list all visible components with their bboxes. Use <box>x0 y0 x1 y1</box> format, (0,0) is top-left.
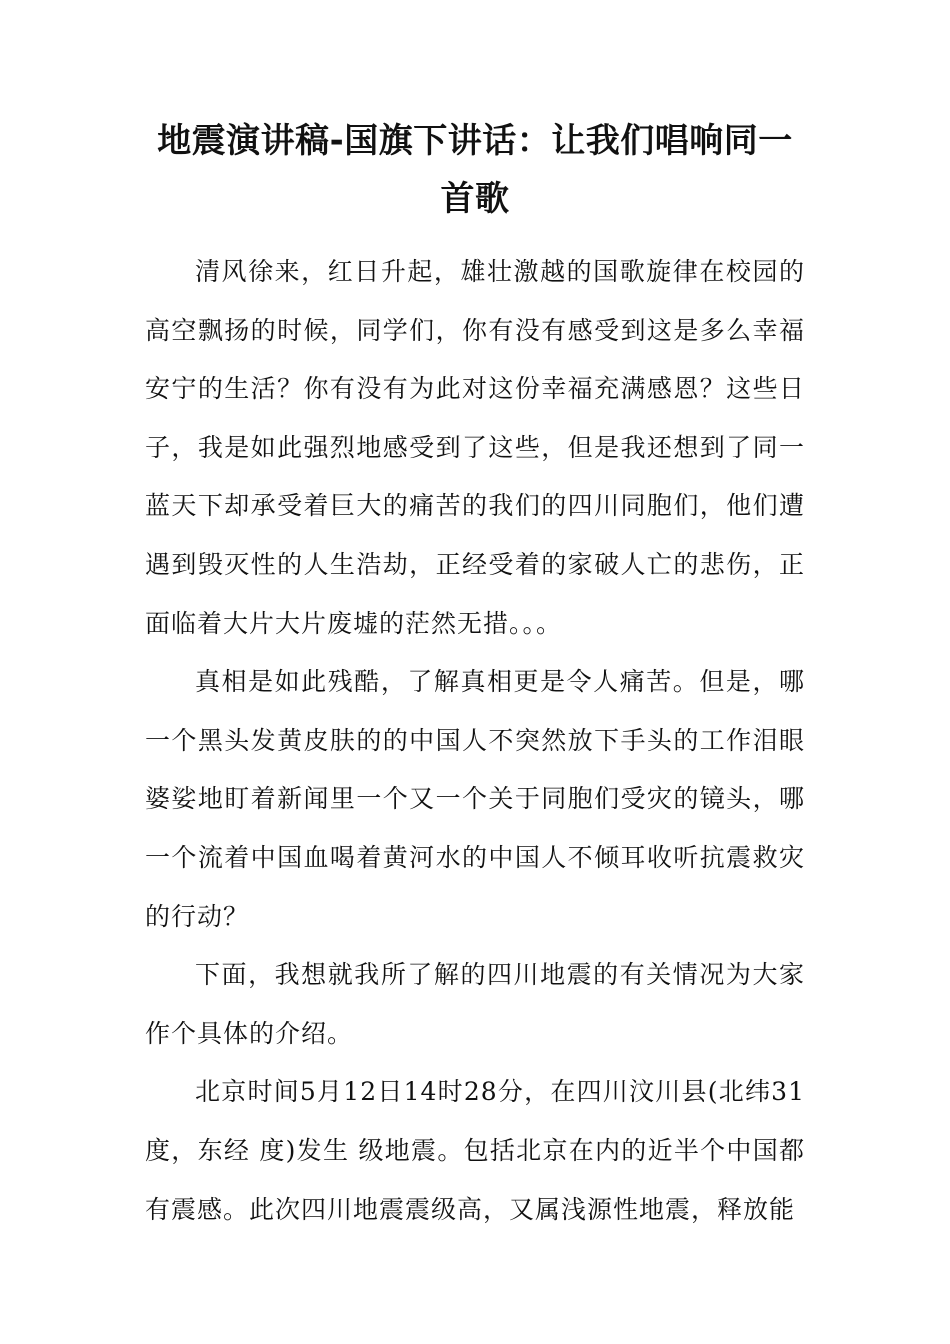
paragraph: 北京时间5月12日14时28分，在四川汶川县(北纬31度，东经 度)发生 级地震。包括北京在内的近半个中国都有震感。此次四川地震震级高，又属浅源性地震，释放能 <box>145 1077 805 1224</box>
paragraph: 下面，我想就我所了解的四川地震的有关情况为大家作个具体的介绍。 <box>145 960 805 1048</box>
paragraph: 清风徐来，红日升起，雄壮激越的国歌旋律在校园的高空飘扬的时候，同学们，你有没有感受到这是多么幸福安宁的生活？你有没有为此对这份幸福充满感恩？这些日子，我是如此强烈地感受到了这些，但是我还想到了同一蓝天下却承受着巨大的痛苦的我们的四川同胞们，他们遭遇到毁灭性的人生浩劫，正经受着的家破人亡的悲伤，正面临着大片大片废墟的茫然无措。。。 <box>145 257 805 638</box>
document-title: 地震演讲稿-国旗下讲话：让我们唱响同一首歌 <box>157 121 793 219</box>
document-body <box>145 243 805 1239</box>
paragraph: 真相是如此残酷，了解真相更是令人痛苦。但是，哪一个黑头发黄皮肤的的中国人不突然放下手头的工作泪眼婆娑地盯着新闻里一个又一个关于同胞们受灾的镜头，哪一个流着中国血喝着黄河水的中国人不倾耳收听抗震救灾的行动？ <box>145 667 805 931</box>
